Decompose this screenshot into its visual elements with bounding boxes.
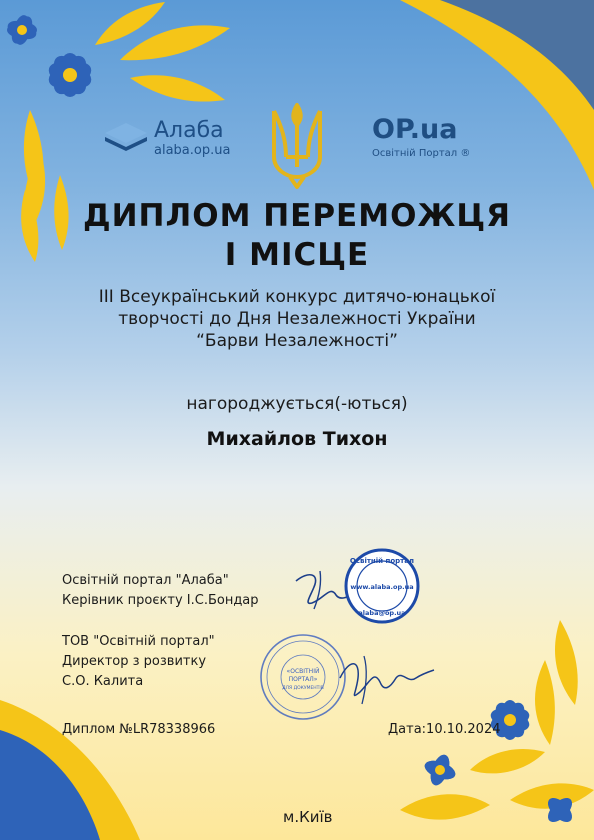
winner-name: Михайлов Тихон (206, 428, 388, 450)
round-stamp-url: www.alaba.op.ua (350, 583, 414, 591)
signatory-2-org: ТОВ "Освітній портал" (62, 634, 215, 649)
signatory-2-name: С.О. Калита (62, 674, 144, 689)
contest-name (0, 286, 594, 352)
signatory-1 (62, 571, 259, 611)
diploma-number-label: Диплом № (62, 722, 133, 737)
diploma-number-value: LR78338966 (132, 722, 216, 737)
signature-2 (330, 648, 435, 708)
round-stamp-email: alaba@op.ua (358, 609, 406, 617)
round-stamp (344, 548, 420, 624)
contest-line-1: ІІІ Всеукраїнський конкурс дитячо-юнацької (98, 287, 496, 307)
company-stamp-line-1: «ОСВІТНІЙ (286, 668, 320, 675)
company-stamp-line-2: ПОРТАЛ» (288, 676, 318, 683)
city: м.Київ (283, 808, 333, 826)
signatory-1-role: Керівник проєкту І.С.Бондар (62, 593, 259, 608)
alaba-logo-icon (103, 121, 149, 155)
company-stamp-line-3: ДЛЯ ДОКУМЕНТІВ (282, 686, 324, 691)
alaba-logo-url: alaba.op.ua (154, 143, 231, 158)
signatory-2-role: Директор з розвитку (62, 654, 207, 669)
diploma-title: ДИПЛОМ ПЕРЕМОЖЦЯ (82, 198, 512, 234)
alaba-logo-name: Алаба (154, 118, 224, 143)
diploma-place: І МІСЦЕ (224, 237, 370, 273)
op-logo-name: OP.ua (372, 114, 458, 145)
diploma-number (62, 722, 215, 737)
date-value: 10.10.2024 (426, 722, 501, 737)
flower-decoration-bottom-right (360, 600, 594, 840)
round-stamp-text: Освітній портал (349, 557, 415, 565)
awarded-text: нагороджується(-ються) (186, 394, 408, 414)
diploma-date (388, 722, 500, 737)
trident-icon (262, 97, 332, 193)
op-logo-subtitle: Освітній Портал ® (372, 148, 471, 159)
contest-line-3: “Барви Незалежності” (196, 331, 398, 351)
signatory-2 (62, 632, 215, 692)
date-label: Дата: (388, 722, 427, 737)
signatory-1-org: Освітній портал "Алаба" (62, 573, 229, 588)
contest-line-2: творчості до Дня Незалежності України (118, 309, 476, 329)
